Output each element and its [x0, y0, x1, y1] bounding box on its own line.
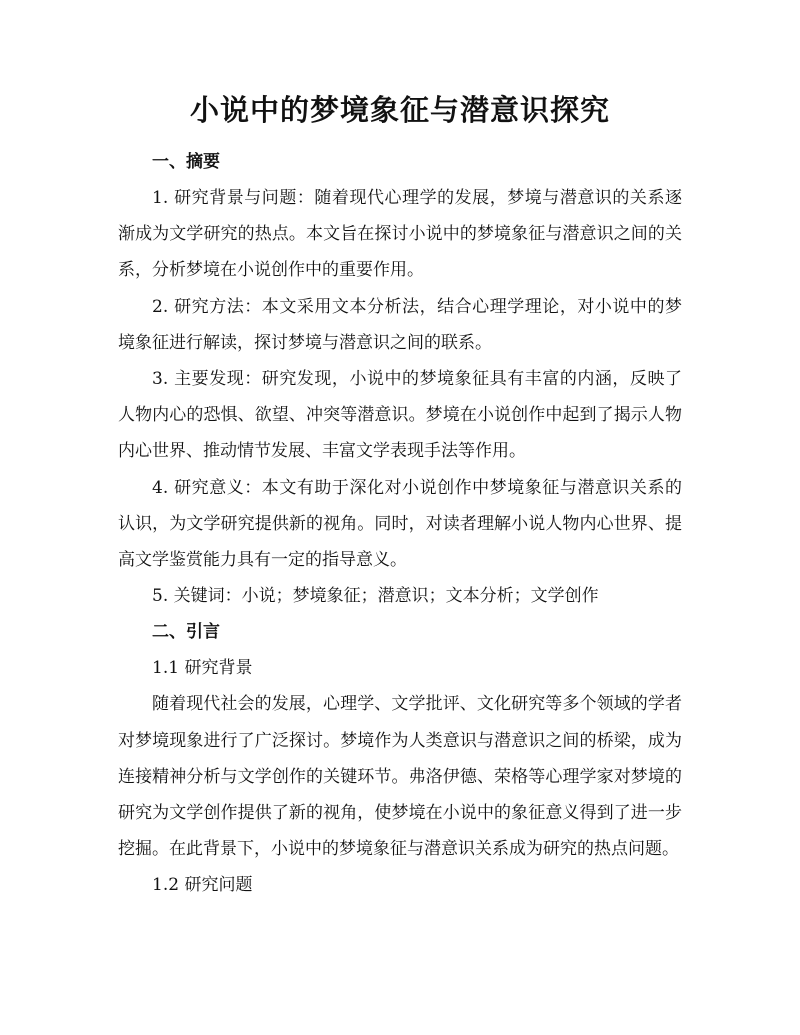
document-title: 小说中的梦境象征与潜意识探究	[189, 93, 610, 127]
section-heading-abstract: 一、摘要	[152, 152, 220, 172]
abstract-item-3: 3. 主要发现：研究发现，小说中的梦境象征具有丰富的内涵，反映了人物内心的恐惧、欲望、冲突等潜意识。梦境在小说创作中起到了揭示人物内心世界、推动情节发展、丰富文学表现手法等作用。	[118, 369, 682, 462]
abstract-item-1: 1. 研究背景与问题：随着现代心理学的发展，梦境与潜意识的关系逐渐成为文学研究的热点。本文旨在探讨小说中的梦境象征与潜意识之间的关系，分析梦境在小说创作中的重要作用。	[118, 188, 682, 281]
section-heading-introduction: 二、引言	[152, 622, 220, 643]
abstract-item-2: 2. 研究方法：本文采用文本分析法，结合心理学理论，对小说中的梦境象征进行解读，探讨梦境与潜意识之间的联系。	[118, 296, 682, 353]
subsection-heading-research-question: 1.2 研究问题	[152, 875, 253, 896]
abstract-item-4: 4. 研究意义：本文有助于深化对小说创作中梦境象征与潜意识关系的认识，为文学研究提供新的视角。同时，对读者理解小说人物内心世界、提高文学鉴赏能力具有一定的指导意义。	[118, 477, 682, 571]
abstract-item-5: 5. 关键词：小说；梦境象征；潜意识；文本分析；文学创作	[152, 586, 599, 607]
document-body	[118, 144, 682, 903]
subsection-heading-background: 1.1 研究背景	[152, 658, 253, 679]
background-paragraph: 随着现代社会的发展，心理学、文学批评、文化研究等多个领域的学者对梦境现象进行了广泛探讨。梦境作为人类意识与潜意识之间的桥梁，成为连接精神分析与文学创作的关键环节。弗洛伊德、荣格等心理学家对梦境的研究为文学创作提供了新的视角，使梦境在小说中的象征意义得到了进一步挖掘。在此背景下，小说中的梦境象征与潜意识关系成为研究的热点问题。	[118, 694, 682, 860]
